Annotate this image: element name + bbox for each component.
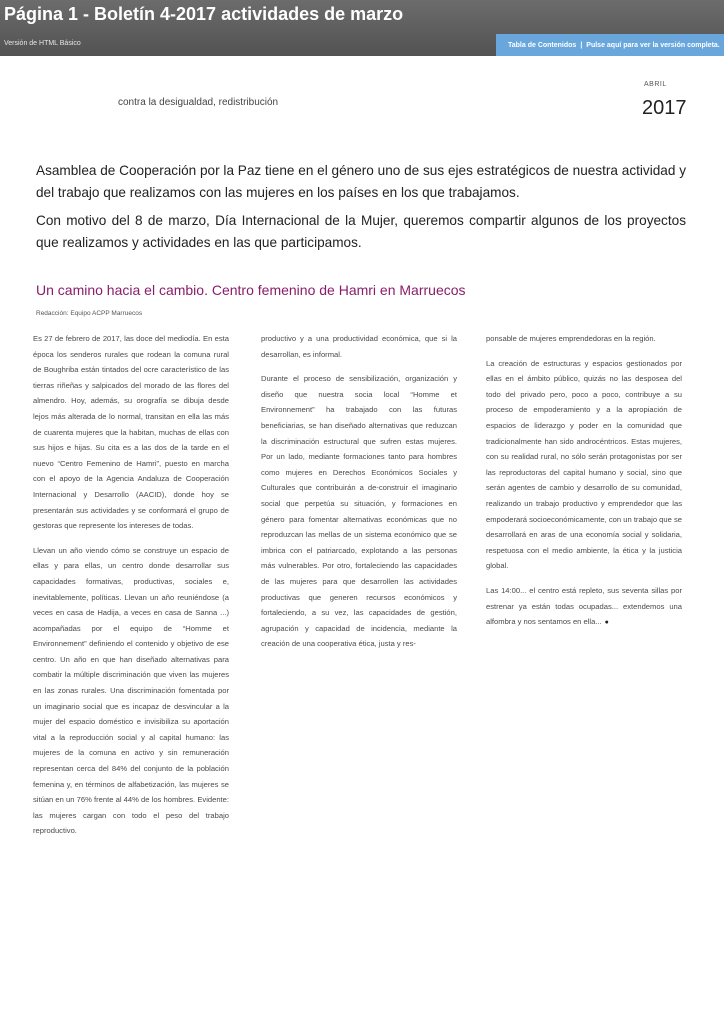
- article-paragraph: Es 27 de febrero de 2017, las doce del mediodía. En esta época los senderos rurales que rodean la comuna rural de Boughriba están tintados del ocre característico de las tierras riñeñas y salpicados del morado de las flores del almendro. Hoy, además, su orografía se dibuja desde lejos más alterada de lo normal, transitan en ella las más de cuarenta mujeres que la habitan, muchas de ellas con sus hijos e hijas. Su cita es a las dos de la tarde en el nuevo “Centro Femenino de Hamri”, puesto en marcha con el apoyo de la Agencia Andaluza de Cooperación Internacional y Desarrollo (AACID), donde hoy se presentarán sus actividades y se conformará el grupo de gestoras que represente los intereses de todas.: [33, 334, 229, 531]
- banner-tagline: contra la desigualdad, redistribución: [118, 97, 279, 108]
- article-byline: Redacción: Equipo ACPP Marruecos: [36, 310, 143, 317]
- intro-paragraph: Con motivo del 8 de marzo, Día Internacional de la Mujer, queremos compartir algunos de los proyectos que realizamos y actividades en las que participamos.: [36, 213, 686, 250]
- article-paragraph: ponsable de mujeres emprendedoras en la región.: [486, 334, 656, 343]
- intro-paragraph: Asamblea de Cooperación por la Paz tiene en el género uno de sus ejes estratégicos de nuestra actividad y del trabajo que realizamos con las mujeres en los países en los que trabajamos.: [36, 163, 686, 200]
- article-paragraph: Llevan un año viendo cómo se construye un espacio de ellas y para ellas, un centro donde desarrollar sus capacidades formativas, productivas, sociales e, inevitablemente, políticas. Llevan un año reuniéndose (a veces en casa de Hadija, a veces en casa de Sanna ...) acompañadas por el equipo de “Homme et Environnement” definiendo el contenido y objetivo de ese centro. Un año en que han diseñado alternativas para combatir la múltiple discriminación que viven las mujeres en las zonas rurales. Una discriminación fomentada por un imaginario social que es incapaz de desvincular a la mujer del espacio doméstico e invisibiliza su aportación vital a la reproducción social y al capital humano: las mujeres de la comuna en activo y sin remuneración representan cerca del 84% del conjunto de la población femenina y, en términos de alfabetización, las mujeres se sitúan en un 76% frente al 44% de los hombres. Evidente: las mujeres cargan con todo el peso del trabajo reproductivo.: [33, 545, 229, 836]
- issue-month: ABRIL: [644, 81, 667, 88]
- article-paragraph: Durante el proceso de sensibilización, organización y diseño que nuestra socia local “Homme et Environnement” ha trabajado con las futuras beneficiarias, se han diseñado alternativas que reduzcan la discriminación estructural que sufren estas mujeres. Por un lado, mediante formaciones tanto para hombres como mujeres en Derechos Económicos Sociales y Culturales que contribuirán a de-construir el imaginario social que perpetúa su situación, y formaciones en género para fomentar alternativas económicas que no reproduzcan las mellas de un sistema económico que se imbrica con el patriarcado, explotando a las personas más vulnerables. Por otro, fortaleciendo las capacidades de las mujeres para que desarrollen las actividades productivas que generen recursos económicos y fortaleciendo, a su vez, las capacidades de gestión, agrupación y capacidad de incidencia, mediante la creación de una cooperativa ética, justa y res-: [261, 374, 457, 649]
- article-closing-text: Las 14:00... el centro está repleto, sus seventa sillas por estrenar ya están todas ocupadas... extendemos una alfombra y nos sentamos en ella...: [486, 585, 682, 627]
- html-version-label: Versión de HTML Básico: [4, 40, 81, 47]
- article-paragraph: [486, 583, 682, 631]
- article-column-3: [486, 331, 682, 640]
- top-bar: [0, 0, 724, 56]
- intro-text: [36, 160, 686, 260]
- navigation-box: [496, 34, 724, 56]
- article-column-2: [261, 331, 457, 661]
- table-of-contents-link[interactable]: Tabla de Contenidos: [508, 41, 577, 49]
- article-paragraph: productivo y a una productividad económica, que si la desarrollan, es informal.: [261, 334, 457, 359]
- nav-separator: |: [580, 41, 583, 49]
- page-title: Página 1 - Boletín 4-2017 actividades de marzo: [4, 4, 404, 24]
- article-column-1: [33, 331, 229, 848]
- full-version-link[interactable]: Pulse aquí para ver la versión completa.: [586, 41, 720, 49]
- article-paragraph: La creación de estructuras y espacios gestionados por ellas en el ámbito público, quizás no las desposea del todo del privado pero, poco a poco, contribuye a su proceso de empoderamiento y a la apropiación de espacios de liderazgo y poder en la comunidad que tradicionalmente han sido androcéntricos. Estas mujeres, con su realidad rural, no sólo serán protagonistas por ser las reproductoras del capital humano y social, sino que serán agentes de cambio y desarrollo de su comunidad, realizando un trabajo productivo y emprendedor que las empoderará socioeconómicamente, con un trabajo que se desarrollará en aras de una economía social y solidaria, respetuosa con el medio ambiente, la ética y la justicia global.: [486, 358, 682, 571]
- issue-year: 2017: [642, 97, 687, 119]
- article-title: Un camino hacia el cambio. Centro femenino de Hamri en Marruecos: [36, 282, 466, 298]
- end-bullet-icon: ●: [604, 619, 609, 627]
